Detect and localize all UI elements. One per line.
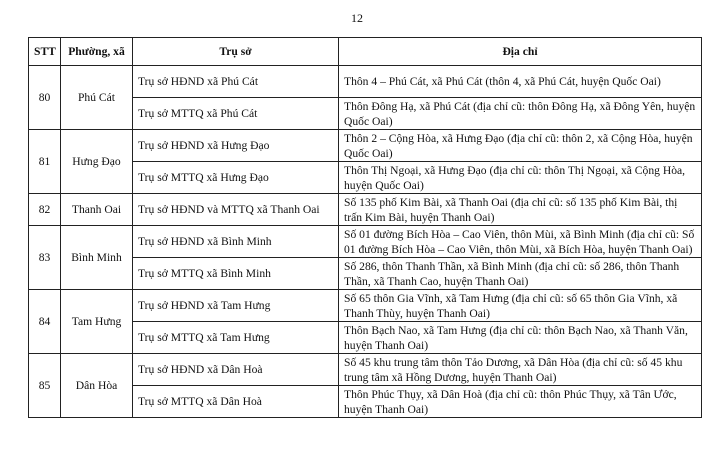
stt-cell: 80 [29, 66, 61, 130]
office-cell: Trụ sở HĐND xã Hưng Đạo [133, 130, 339, 162]
ward-cell: Phú Cát [61, 66, 133, 130]
header-stt: STT [29, 38, 61, 66]
table-row [29, 354, 702, 386]
ward-cell: Tam Hưng [61, 290, 133, 354]
ward-cell: Bình Minh [61, 226, 133, 290]
address-cell: Số 286, thôn Thanh Thần, xã Bình Minh (địa chỉ cũ: số 286, thôn Thanh Thần, xã Thanh Cao, huyện Thanh Oai) [339, 258, 702, 290]
address-cell: Số 45 khu trung tâm thôn Tảo Dương, xã Dân Hòa (địa chỉ cũ: số 45 khu trung tâm xã Hồng Dương, huyện Thanh Oai) [339, 354, 702, 386]
stt-cell: 81 [29, 130, 61, 194]
office-cell: Trụ sở MTTQ xã Dân Hoà [133, 386, 339, 418]
address-cell: Thôn Phúc Thụy, xã Dân Hoà (địa chỉ cũ: thôn Phúc Thụy, xã Tân Ước, huyện Thanh Oai) [339, 386, 702, 418]
ward-cell: Thanh Oai [61, 194, 133, 226]
office-cell: Trụ sở MTTQ xã Hưng Đạo [133, 162, 339, 194]
address-cell: Thôn 4 – Phú Cát, xã Phú Cát (thôn 4, xã Phú Cát, huyện Quốc Oai) [339, 66, 702, 98]
address-cell: Số 65 thôn Gia Vĩnh, xã Tam Hưng (địa chỉ cũ: số 65 thôn Gia Vĩnh, xã Thanh Thùy, huyện Thanh Oai) [339, 290, 702, 322]
office-cell: Trụ sở HĐND và MTTQ xã Thanh Oai [133, 194, 339, 226]
table-header-row [29, 38, 702, 66]
table-row [29, 66, 702, 98]
office-cell: Trụ sở MTTQ xã Bình Minh [133, 258, 339, 290]
ward-cell: Hưng Đạo [61, 130, 133, 194]
office-address-table [28, 37, 702, 418]
office-cell: Trụ sở MTTQ xã Tam Hưng [133, 322, 339, 354]
header-office: Trụ sở [133, 38, 339, 66]
address-cell: Thôn Đông Hạ, xã Phú Cát (địa chỉ cũ: thôn Đông Hạ, xã Đông Yên, huyện Quốc Oai) [339, 98, 702, 130]
office-cell: Trụ sở HĐND xã Bình Minh [133, 226, 339, 258]
stt-cell: 85 [29, 354, 61, 418]
stt-cell: 82 [29, 194, 61, 226]
stt-cell: 83 [29, 226, 61, 290]
stt-cell: 84 [29, 290, 61, 354]
address-cell: Thôn 2 – Cộng Hòa, xã Hưng Đạo (địa chỉ cũ: thôn 2, xã Cộng Hòa, huyện Quốc Oai) [339, 130, 702, 162]
office-cell: Trụ sở HĐND xã Dân Hoà [133, 354, 339, 386]
office-cell: Trụ sở HĐND xã Tam Hưng [133, 290, 339, 322]
address-cell: Thôn Thị Ngoại, xã Hưng Đạo (địa chỉ cũ: thôn Thị Ngoại, xã Cộng Hòa, huyện Quốc Oai) [339, 162, 702, 194]
page-number: 12 [351, 11, 363, 25]
address-cell: Số 135 phố Kim Bài, xã Thanh Oai (địa chỉ cũ: số 135 phố Kim Bài, thị trấn Kim Bài, huyện Thanh Oai) [339, 194, 702, 226]
header-address: Địa chỉ [339, 38, 702, 66]
table-row [29, 290, 702, 322]
office-cell: Trụ sở HĐND xã Phú Cát [133, 66, 339, 98]
table-row [29, 130, 702, 162]
header-ward: Phường, xã [61, 38, 133, 66]
office-cell: Trụ sở MTTQ xã Phú Cát [133, 98, 339, 130]
address-cell: Số 01 đường Bích Hòa – Cao Viên, thôn Mùi, xã Bình Minh (địa chỉ cũ: Số 01 đường Bích Hòa – Cao Viên, thôn Mùi, xã Bích Hòa, huyện Thanh Oai) [339, 226, 702, 258]
address-cell: Thôn Bạch Nao, xã Tam Hưng (địa chỉ cũ: thôn Bạch Nao, xã Thanh Văn, huyện Thanh Oai) [339, 322, 702, 354]
table-row [29, 226, 702, 258]
table-row [29, 194, 702, 226]
ward-cell: Dân Hòa [61, 354, 133, 418]
